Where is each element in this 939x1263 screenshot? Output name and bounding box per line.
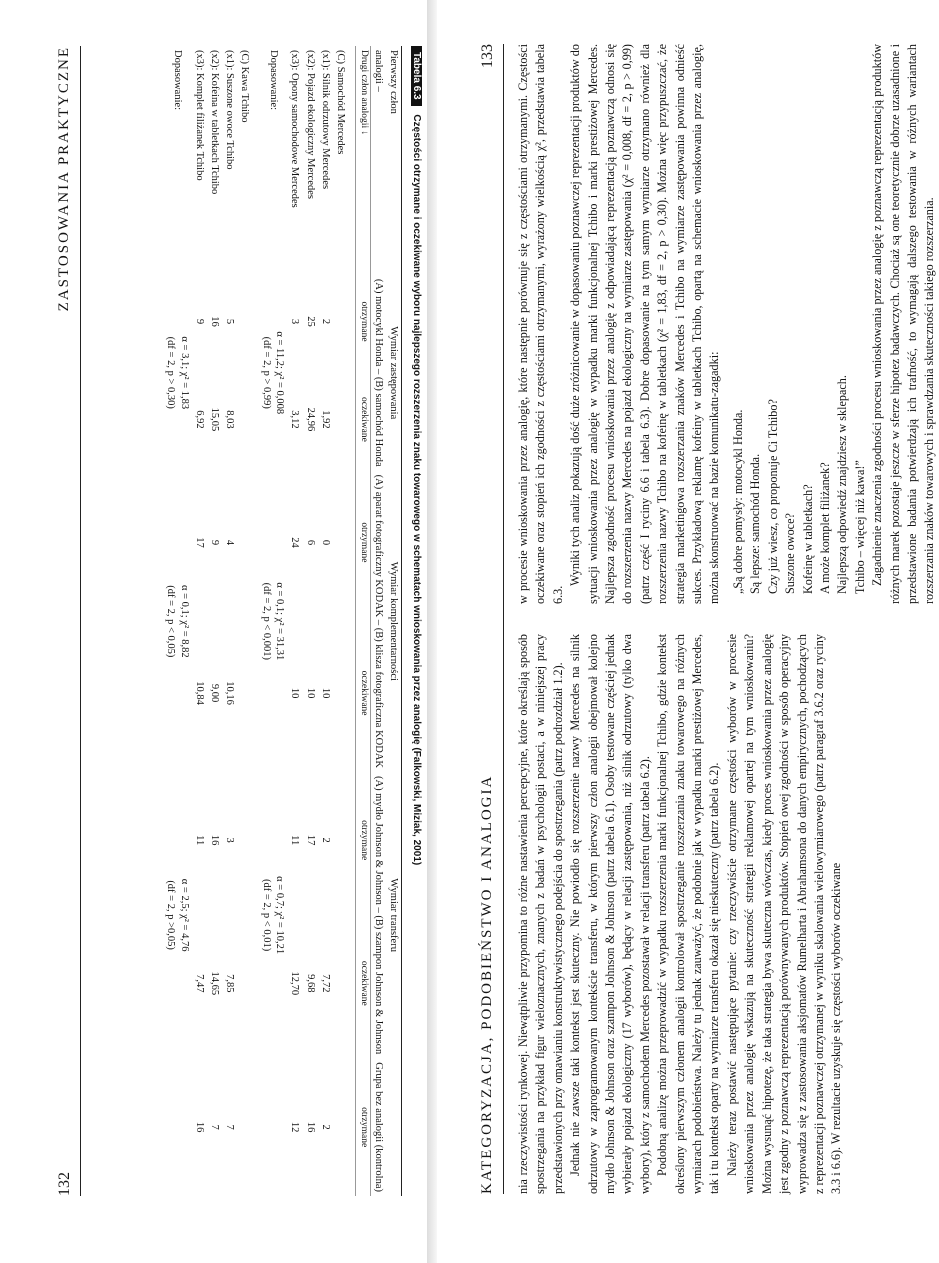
table-cell: 7 (208, 1124, 220, 1130)
header-cell: Grupa bez analogii (kontrolna) (372, 1062, 384, 1192)
ad-copy-line: Są lepsze: samochód Honda. (748, 453, 763, 594)
right-page (437, 0, 937, 1263)
table-cell: 2 (319, 1124, 331, 1130)
right-page-number: 133 (479, 44, 496, 68)
left-page (0, 0, 430, 1263)
table-cell: 3 (289, 318, 301, 325)
ad-copy-line: Tchibo – więcej niż kawa!” (852, 460, 867, 594)
paragraph: nia rzeczywistości rynkowej. Niewątpliwie przypomina to różne nastawienia percepcyjne, które określają sposób spostrzegania na przykład figur wieloznacznych, znanych z badań w psychologii postaci, a w niniejszej pracy przedstawionych przy omawianiu konstruktywistycznego podejścia do spostrzegania (patrz podrozdział 1.2). (516, 634, 565, 1194)
left-page-content (48, 46, 428, 1196)
fit-alpha-chi: α = 0,7; χ² = 10,21 (274, 876, 286, 955)
table-cell: 16 (304, 1121, 316, 1133)
paragraph: Wyniki tych analiz pokazują dość duże zróżnicowanie w dopasowaniu poznawczej reprezentacji produktów do sytuacji wnioskowania przez analogię w wypadku marki funkcjonalnej Tchibo i marki prestiżowej Mercedes. Najlepsza zgodność procesu wnioskowania przez analogię z odpowiadającą reprezentacją poznawczą odnosi się do rozszerzenia nazwy Mercedes na pojazd ekologiczny na wymiarze zastępowania (χ² = 0,008, df = 2, p > 0,99) (patrz część I ryciny 6.6 i tabela 6.3). Dobre dopasowanie na tym samym wymiarze otrzymano również dla rozszerzenia nazwy Tchibo na kofeinę w tabletkach (χ² = 1,83, df = 2, p > 0,30). Można więc przypuszczać, że strategia marketingowa rozszerzania znaków Mercedes i Tchibo na wymiarze zastępowania powinna odnieść sukces. Przykładową reklamę kofeiny w tabletkach Tchibo, opartą na schemacie wnioskowania przez analogię, można skonstruować na bazie komunikatu-zagadki: (568, 44, 722, 604)
fit-statistic (163, 471, 191, 772)
header-cell: Wymiar zastępowania (386, 275, 402, 471)
table-cell: 17 (304, 834, 316, 846)
table-body (163, 46, 355, 1196)
table-6-3 (92, 46, 422, 1196)
left-page-header (48, 46, 84, 1196)
header-cell: Drugi człon analogii ↓ (355, 46, 370, 275)
fit-statistic (163, 772, 191, 1058)
table-group-row (370, 46, 386, 1196)
fit-alpha-chi: α = 0,1; χ² = 31,31 (274, 582, 286, 661)
empty-cell (163, 1058, 191, 1196)
table-caption-text: Częstości otrzymane i oczekiwane wyboru najlepszego rozszerzenia znaku towarowego w schematach wnioskowania przez analogię (Falkowski, Miziak, 2001) (411, 114, 422, 866)
ad-copy-line: Najlepszą odpowiedź znajdziesz w sklepach. (835, 375, 850, 594)
table-cell: 9,68 (304, 974, 316, 993)
table-cell: 9 (193, 318, 205, 325)
left-page-number: 132 (56, 1172, 73, 1196)
header-cell: Wymiar transferu (386, 772, 402, 1058)
paragraph: Zagadnienie znaczenia zgodności procesu wnioskowania przez analogię z poznawczą reprezentacją produktów różnych marek pozostaje jeszcze w sferze hipotez badawczych. Chociaż są one teoretycznie dobrze uzasadnione i przedstawione badania potwierdzają ich trafność, to wymagają dalszego testowania w różnych wariantach rozszerzania znaków towarowych i sprawdzania skuteczności takiego rozszerzania. (870, 44, 937, 604)
fit-df-p: (df = 2, p > 0,30) (165, 336, 177, 409)
paragraph: w procesie wnioskowania przez analogię, które następnie porównuje się z częstościami otrzymanymi. Częstości oczekiwane oraz stopień ich zgodności z częstościami otrzymanymi, wyrażony wielkością χ², przedstawia tabela 6.3. (516, 44, 565, 604)
fit-df-p: (df = 2, p < 0,05) (165, 585, 177, 658)
right-page-content (471, 44, 937, 1194)
header-cell: (A) mydło Johnson & Johnson – (B) szampon Johnson & Johnson (372, 775, 384, 1055)
right-page-header (471, 44, 505, 1194)
fit-label: Dopasowanie: (172, 50, 184, 111)
row-label: (x3): Opony samochodowe Mercedes (289, 50, 301, 208)
table-cell: 24 (289, 537, 301, 548)
right-running-title: KATEGORYZACJA, PODOBIEŃSTWO I ANALOGIA (479, 774, 495, 1194)
table-cell: 1,92 (319, 410, 331, 429)
table-cell: 7,72 (319, 974, 331, 993)
table-cell: 10,84 (193, 681, 205, 705)
ad-copy-line: „Są dobre pomysły: motocykl Honda. (730, 409, 745, 594)
paragraph: Jednak nie zawsze taki kontekst jest skuteczny. Nie powiodło się rozszerzenie nazwy Mercedes na silnik odrzutowy w zaprogramowanym kontekście transferu, w którym pierwszy człon analogii obejmował kolejno mydło Johnson & Johnson oraz szampon Johnson & Johnson (patrz tabela 6.1). Osoby testowane częściej jednak wybierały pojazd ekologiczny (17 wyborów), będący w relacji zastępowania, niż silnik odrzutowy (tylko dwa wybory), który z samochodem Mercedes pozostawał w relacji transferu (patrz tabela 6.2). (568, 634, 652, 1194)
table-cell: 11 (289, 835, 301, 846)
header-cell: (A) motocykl Honda – (B) samochód Honda (372, 278, 384, 467)
fit-df-p: (df = 2, p < 0,01) (261, 879, 273, 952)
table-cell: 24,96 (304, 407, 316, 432)
empty-cell (259, 1058, 287, 1196)
header-cell: analogii – (372, 50, 384, 92)
table-cell: 16 (193, 1121, 205, 1133)
book-gutter (427, 0, 437, 1263)
table-row (303, 46, 318, 1196)
left-running-title: ZASTOSOWANIA PRAKTYCZNE (56, 46, 72, 312)
row-label: (x1): Suszone owoce Tchibo (224, 50, 235, 170)
table-row (207, 46, 222, 1196)
table-cell: 9,00 (208, 683, 220, 703)
table-cell: 7,85 (224, 974, 235, 993)
fit-df-p: (df = 2, p >0,05) (165, 880, 177, 950)
section-title: (C) Kawa Tchibo (239, 50, 251, 123)
table-cell: 9 (208, 539, 220, 546)
paragraph: Podobną analizę można przeprowadzić w wypadku rozszerzenia marki funkcjonalnej Tchibo, gdzie kontekst określony pierwszym członem analogii kontrolował spostrzeganie rozszerzania znaku towarowego na różnych wymiarach podobieństwa. Należy tu jednak zauważyć, że podobnie jak w wypadku marki prestiżowej Mercedes, tak i tu kontekst oparty na wymiarze transferu okazał się nieskuteczny (patrz tabela 6.2). (655, 634, 722, 1194)
expected-label: oczekiwane (355, 908, 370, 1058)
table-cell: 2 (319, 318, 331, 325)
header-rule (80, 46, 81, 1196)
fit-statistic (259, 471, 287, 772)
table-cell: 5 (224, 318, 235, 325)
table-cell: 10 (319, 687, 331, 699)
table-cell: 10 (289, 687, 301, 699)
table-row (318, 46, 333, 1196)
table-cell: 7,47 (193, 974, 205, 993)
ad-copy-line: Suszone owoce? (783, 513, 798, 594)
table-cell: 2 (319, 837, 331, 843)
expected-label: oczekiwane (355, 368, 370, 471)
observed-label: otrzymane (355, 471, 370, 615)
table-cell: 4 (224, 539, 235, 546)
fit-statistic (259, 275, 287, 471)
data-table (163, 46, 402, 1196)
table-cell: 16 (208, 834, 220, 846)
fit-label: Dopasowanie: (267, 50, 279, 111)
table-cell: 3 (224, 837, 235, 843)
table-fit-row (163, 46, 191, 1196)
fit-alpha-chi: α = 11,2; χ² = 0,008 (274, 331, 286, 415)
table-subheader-row (355, 46, 370, 1196)
fit-alpha-chi: α = 2,5; χ² = 4,76 (178, 878, 190, 952)
table-cell: 8,03 (224, 410, 235, 429)
table-cell: 7 (224, 1124, 235, 1130)
table-cell: 10 (304, 687, 316, 699)
table-section-title-row (333, 46, 356, 1196)
table-label: Tabela 6.3 (411, 46, 422, 106)
table-fit-row (259, 46, 287, 1196)
expected-label: oczekiwane (355, 614, 370, 772)
table-cell: 11 (193, 835, 205, 846)
table-dimension-row (386, 46, 402, 1196)
fit-statistic (259, 772, 287, 1058)
fit-df-p: (df = 2, p < 0,001) (261, 582, 273, 661)
header-cell: Wymiar komplementarności (386, 471, 402, 772)
ad-copy-line: Kofeinę w tabletkach? (800, 484, 815, 594)
observed-label: otrzymane (355, 1058, 370, 1196)
text-column-left (515, 634, 865, 1194)
table-cell: 12,70 (289, 971, 301, 996)
fit-alpha-chi: α = 0,1; χ² = 8,82 (178, 584, 190, 658)
table-cell: 12 (289, 1121, 301, 1133)
table-cell: 0 (319, 539, 331, 546)
table-row (287, 46, 302, 1196)
table-section-title-row (237, 46, 259, 1196)
fit-alpha-chi: α = 3,1; χ² = 1,83 (178, 336, 190, 410)
table-cell: 10,16 (224, 681, 235, 705)
ad-copy-line: Czy już wiesz, co proponuje Ci Tchibo? (765, 399, 780, 594)
table-row (222, 46, 237, 1196)
table-row (192, 46, 207, 1196)
observed-label: otrzymane (355, 275, 370, 368)
section-title: (C) Samochód Mercedes (334, 50, 346, 155)
row-label: (x2): Kofeina w tabletkach Tchibo (208, 50, 220, 195)
fit-statistic (163, 275, 191, 471)
ad-copy-line: A może komplet filiżanek? (817, 462, 832, 594)
observed-label: otrzymane (355, 772, 370, 908)
table-caption (408, 46, 422, 1196)
table-cell: 15,05 (208, 407, 220, 432)
header-cell: Pierwszy człon (386, 46, 402, 275)
table-cell: 3,12 (289, 410, 301, 429)
text-column-right (515, 44, 937, 604)
header-cell (386, 1058, 402, 1196)
header-rule (503, 44, 504, 1194)
table-cell: 17 (193, 537, 205, 548)
table-cell: 6,92 (193, 410, 205, 429)
row-label: (x2): Pojazd ekologiczny Mercedes (304, 50, 316, 199)
table-cell: 14,65 (208, 971, 220, 996)
row-label: (x1): Silnik odrzutowy Mercedes (319, 50, 331, 190)
paragraph: Należy teraz postawić następujące pytanie: czy rzeczywiście otrzymane częstości wyborów w procesie wnioskowania przez analogię wskazują na skuteczność strategii reklamowej opartej na tym wnioskowaniu? Można wysunąć hipotezę, że taka strategia bywa skuteczna wówczas, kiedy proces wnioskowania przez analogię jest zgodny z poznawczą reprezentacją porównywanych produktów. Stopień owej zgodności w sposób operacyjny wyprowadza się z zastosowania aksjomatów Rumelharta i Abrahamsona do danych empirycznych, pochodzących z reprezentacji poznawczej otrzymanej w wyniku skalowania wielowymiarowego (patrz paragraf 3.6.2 oraz ryciny 3.3 i 6.6). W rezultacie uzyskuje się częstości wyborów oczekiwane (724, 634, 844, 1194)
fit-df-p: (df = 2, p > 0,99) (261, 336, 273, 409)
table-cell: 6 (304, 539, 316, 546)
table-cell: 16 (208, 316, 220, 327)
row-label: (x3): Komplet filiżanek Tchibo (193, 50, 205, 181)
header-cell: (A) aparat fotograficzny KODAK – (B) klisza fotograficzna KODAK (372, 474, 384, 768)
table-cell: 25 (304, 316, 316, 327)
